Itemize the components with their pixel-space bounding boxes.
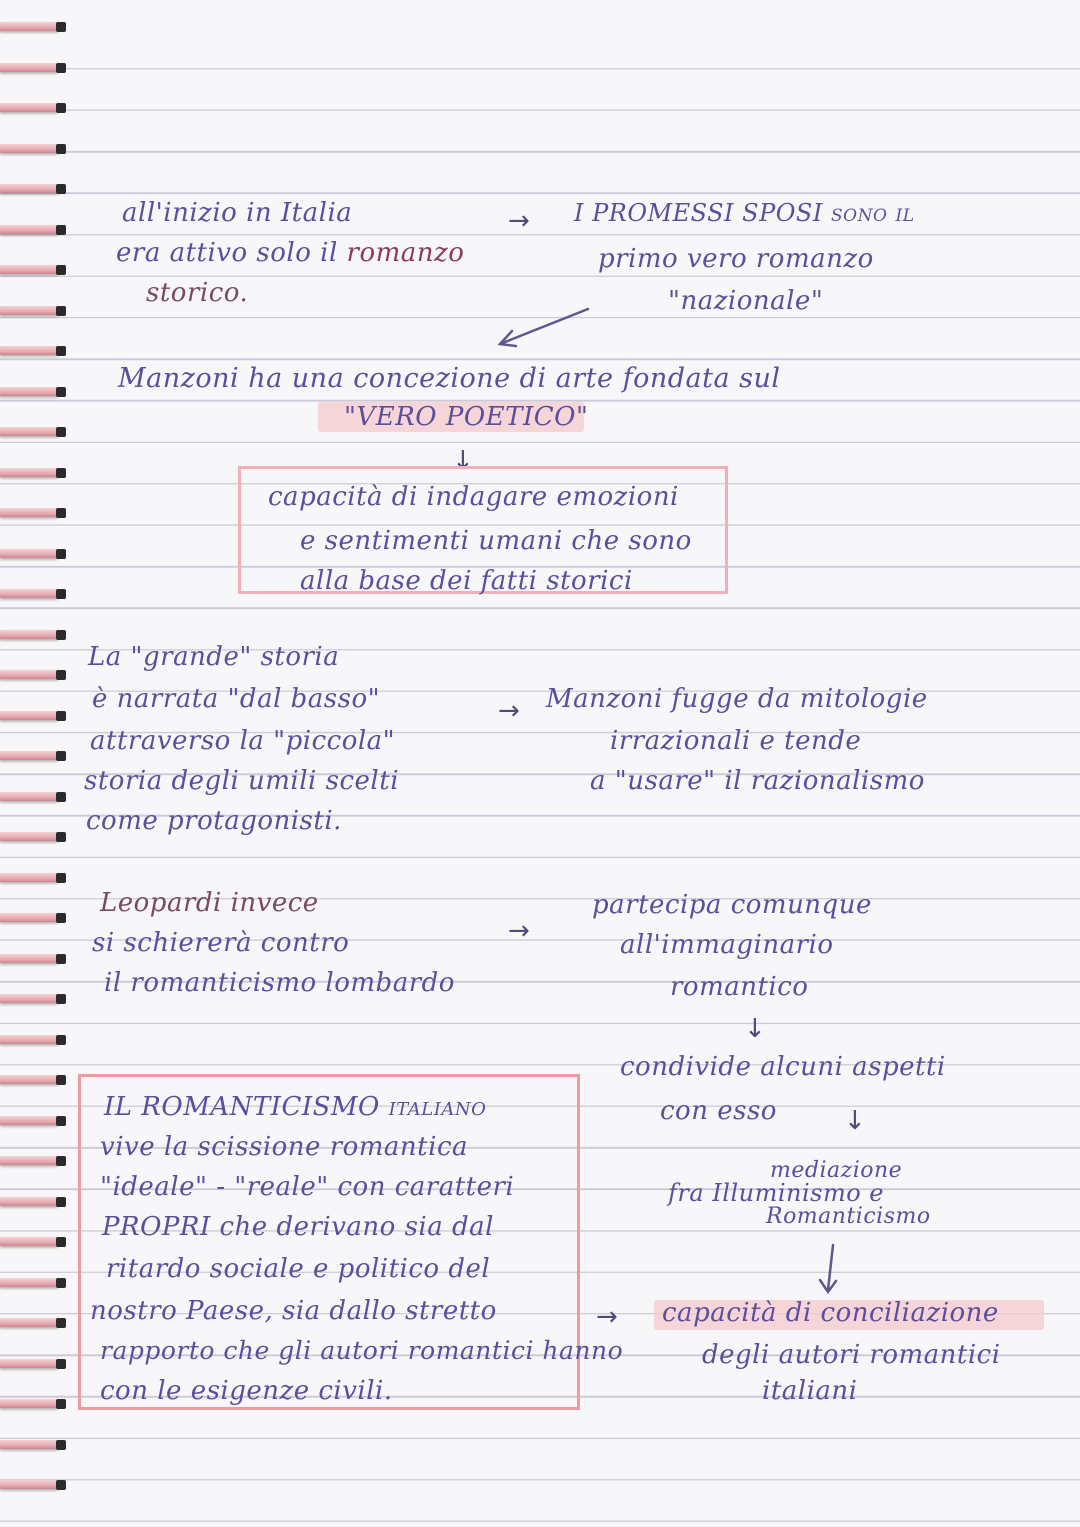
capacita-line-2: degli autori romantici (702, 1340, 1001, 1370)
intro-right-line-1: I PROMESSI SPOSI sono il (574, 199, 915, 227)
romanzo-word: romanzo (346, 238, 465, 268)
vero-box-line-1: capacità di indagare emozioni (268, 482, 679, 512)
vero-poetico: "VERO POETICO" (344, 402, 589, 432)
arrow-down-icon: ↓ (844, 1106, 866, 1136)
intro-left-line-1: all'inizio in Italia (122, 198, 353, 228)
manzoni-concezione: Manzoni ha una concezione di arte fondata sul (118, 363, 781, 394)
romanticismo-line-4: PROPRI che derivano sia dal (102, 1212, 494, 1242)
mediazione-line-3: Romanticismo (766, 1204, 931, 1229)
mediazione-line-2: fra Illuminismo e (668, 1179, 885, 1207)
intro-left-line-2: era attivo solo il romanzo (116, 238, 465, 268)
vero-box-line-3: alla base dei fatti storici (300, 566, 633, 596)
condivide-line-2: con esso (660, 1096, 777, 1126)
storia-right-line-3: a "usare" il razionalismo (590, 766, 925, 796)
arrow-right-icon: → (498, 696, 520, 726)
storia-left-line-1: La "grande" storia (88, 642, 340, 672)
arrow-down-icon: ↓ (452, 446, 474, 476)
romanticismo-line-1: IL ROMANTICISMO italiano (104, 1092, 487, 1122)
leopardi-right-line-3: romantico (670, 972, 809, 1002)
leopardi-line-2: si schiererà contro (92, 928, 350, 958)
leopardi-line-1: Leopardi invece (100, 888, 319, 918)
storia-right-line-2: irrazionali e tende (610, 726, 862, 756)
intro-left-line-3: storico. (146, 278, 249, 308)
storia-left-line-2: è narrata "dal basso" (92, 684, 381, 714)
leopardi-right-line-1: partecipa comunque (592, 890, 872, 920)
intro-right-line-3: "nazionale" (668, 286, 824, 316)
romanticismo-line-5: ritardo sociale e politico del (106, 1254, 491, 1284)
condivide-line-1: condivide alcuni aspetti (620, 1052, 946, 1082)
storia-right-line-1: Manzoni fugge da mitologie (546, 684, 928, 714)
storia-left-line-3: attraverso la "piccola" (90, 726, 396, 756)
romanticismo-line-3: "ideale" - "reale" con caratteri (100, 1172, 515, 1202)
arrow-right-icon: → (596, 1302, 618, 1332)
romanticismo-line-7: rapporto che gli autori romantici hanno (100, 1336, 624, 1365)
arrow-right-icon: → (508, 916, 530, 946)
leopardi-right-line-2: all'immaginario (620, 930, 834, 960)
leopardi-line-3: il romanticismo lombardo (104, 968, 455, 998)
capacita-line-1: capacità di conciliazione (662, 1298, 999, 1328)
arrow-to-capacita (828, 1245, 833, 1290)
storia-left-line-5: come protagonisti. (86, 806, 342, 836)
arrow-to-manzoni (500, 309, 588, 344)
romanticismo-line-8: con le esigenze civili. (100, 1376, 393, 1406)
storia-left-line-4: storia degli umili scelti (84, 766, 400, 796)
mediazione-line-1: mediazione (770, 1158, 903, 1183)
intro-right-line-2: primo vero romanzo (598, 244, 874, 274)
vero-box-line-2: e sentimenti umani che sono (300, 526, 692, 556)
romanticismo-line-2: vive la scissione romantica (100, 1132, 469, 1162)
capacita-line-3: italiani (762, 1376, 858, 1406)
arrow-right-icon: → (508, 206, 530, 236)
romanticismo-line-6: nostro Paese, sia dallo stretto (90, 1296, 497, 1326)
arrow-down-icon: ↓ (744, 1014, 766, 1044)
